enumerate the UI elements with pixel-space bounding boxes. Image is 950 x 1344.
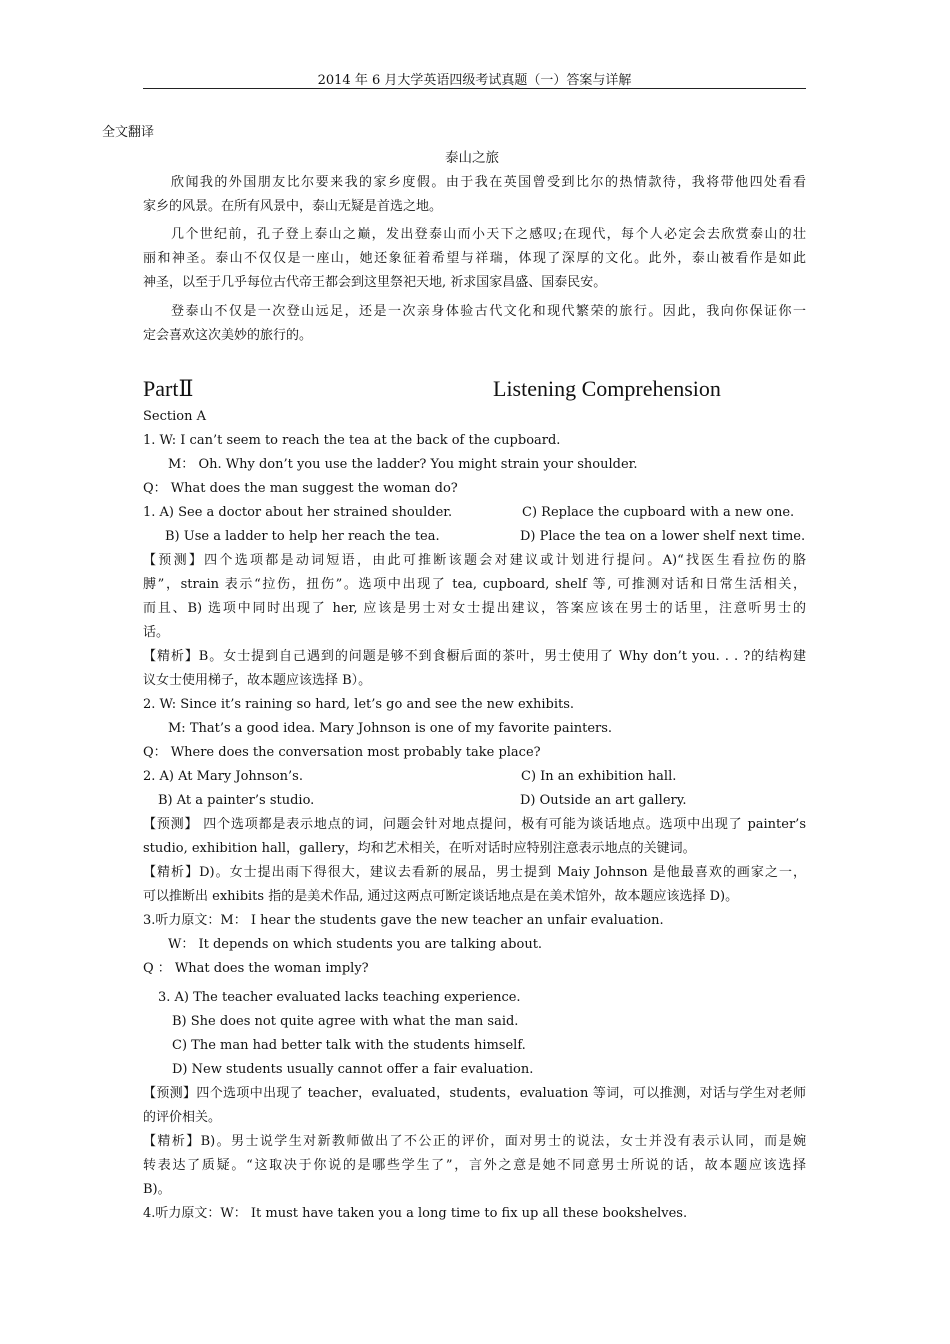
translation-p2-line: 神圣，以至于几乎每位古代帝王都会到这里祭祀天地, 祈求国家昌盛、国泰民安。 (143, 275, 607, 290)
q3-analysis-line: 【精析】B)。男士说学生对新教师做出了不公正的评价，面对男士的说法，女士并没有表示认同，而是婉 (143, 1134, 806, 1149)
q2-woman-line: 2. W: Since it’s raining so hard, let’s go and see the new exhibits. (143, 697, 575, 712)
header-divider (143, 88, 806, 89)
q1-question: Q： What does the man suggest the woman do? (143, 481, 458, 496)
q1-option-b: B) Use a ladder to help her reach the tea. (165, 529, 440, 544)
q2-option-c: C) In an exhibition hall. (521, 769, 677, 784)
q2-prediction-line: studio, exhibition hall，gallery，均和艺术相关，在听对话时应特别注意表示地点的关键词。 (143, 841, 696, 856)
q1-prediction-line: 话。 (143, 625, 170, 640)
translation-p3-line: 登泰山不仅是一次登山远足，还是一次亲身体验古代文化和现代繁荣的旅行。因此，我向你保证你一 (171, 304, 806, 319)
q1-option-c: C) Replace the cupboard with a new one. (522, 505, 795, 520)
q1-prediction-line: 膊”，strain 表示“拉伤，扭伤”。选项中出现了 tea, cupboard, shelf 等, 可推测对话和日常生活相关， (143, 577, 806, 592)
q3-option-c: C) The man had better talk with the students himself. (172, 1038, 526, 1053)
q1-analysis-line: 议女士使用梯子，故本题应该选择 B）。 (143, 673, 372, 688)
q3-prediction-line: 【预测】四个选项中出现了 teacher，evaluated，students，evaluation 等词，可以推测，对话与学生对老师 (143, 1086, 806, 1101)
q1-analysis-line: 【精析】B。女士提到自己遇到的问题是够不到食橱后面的茶叶，男士使用了 Why don’t you. . . ?的结构建 (143, 649, 806, 664)
translation-p1-line: 家乡的风景。在所有风景中，泰山无疑是首选之地。 (143, 199, 443, 214)
part-title: Listening Comprehension (493, 376, 721, 401)
q1-option-d: D) Place the tea on a lower shelf next time. (520, 529, 806, 544)
q2-prediction-line: 【预测】 四个选项都是表示地点的词，问题会针对地点提问，极有可能为谈话地点。选项中出现了 painter’s (143, 817, 806, 832)
q1-woman-line: 1. W: I can’t seem to reach the tea at the back of the cupboard. (143, 433, 561, 448)
q3-question: Q ： What does the woman imply? (143, 961, 369, 976)
q1-option-a: 1. A) See a doctor about her strained shoulder. (143, 505, 453, 520)
translation-p3-line: 定会喜欢这次美妙的旅行的。 (143, 328, 313, 343)
translation-p1-line: 欣闻我的外国朋友比尔要来我的家乡度假。由于我在英国曾受到比尔的热情款待，我将带他四处看看 (171, 175, 806, 190)
translation-p2-line: 丽和神圣。泰山不仅仅是一座山，她还象征着希望与祥瑞，体现了深厚的文化。此外，泰山被看作是如此 (143, 251, 806, 266)
translation-title: 泰山之旅 (445, 150, 499, 166)
q1-prediction-line: 而且、B) 选项中同时出现了 her, 应该是男士对女士提出建议，答案应该在男士的话里，注意听男士的 (143, 601, 806, 616)
q3-option-d: D) New students usually cannot offer a fair evaluation. (172, 1062, 534, 1077)
q3-woman-line: W： It depends on which students you are talking about. (168, 937, 543, 952)
q4-woman-line: 4.听力原文：W： It must have taken you a long time to fix up all these bookshelves. (143, 1206, 688, 1221)
q3-analysis-line: B)。 (143, 1182, 171, 1197)
translation-p2-line: 几个世纪前，孔子登上泰山之巅，发出登泰山而小天下之感叹;在现代，每个人必定会去欣赏泰山的壮 (171, 227, 806, 242)
q2-option-d: D) Outside an art gallery. (520, 793, 687, 808)
q2-man-line: M: That’s a good idea. Mary Johnson is one of my favorite painters. (168, 721, 613, 736)
part-label: PartⅡ (143, 376, 194, 401)
q2-option-b: B) At a painter’s studio. (158, 793, 315, 808)
q3-option-a: 3. A) The teacher evaluated lacks teaching experience. (158, 990, 521, 1005)
page-header: 2014 年 6 月大学英语四级考试真题（一）答案与详解 (317, 73, 632, 88)
translation-heading: 全文翻译 (102, 125, 155, 140)
q2-analysis-line: 【精析】D)。女士提出雨下得很大，建议去看新的展品，男士提到 Maiy Johnson 是他最喜欢的画家之一， (143, 865, 806, 880)
q1-man-line: M： Oh. Why don’t you use the ladder? You might strain your shoulder. (168, 457, 638, 472)
q3-analysis-line: 转表达了质疑。“这取决于你说的是哪些学生了”，言外之意是她不同意男士所说的话，故本题应该选择 (143, 1158, 806, 1173)
q1-prediction-line: 【预测】四个选项都是动词短语，由此可推断该题会对建议或计划进行提问。A)“找医生看拉伤的胳 (143, 553, 806, 568)
section-label: Section A (143, 409, 206, 424)
q2-question: Q： Where does the conversation most probably take place? (143, 745, 541, 760)
q2-analysis-line: 可以推断出 exhibits 指的是美术作品, 通过这两点可断定谈话地点是在美术馆外，故本题应该选择 D)。 (143, 889, 739, 904)
q3-option-b: B) She does not quite agree with what the man said. (172, 1014, 519, 1029)
q2-option-a: 2. A) At Mary Johnson’s. (143, 769, 303, 784)
q3-prediction-line: 的评价相关。 (143, 1110, 222, 1125)
q3-man-line: 3.听力原文：M： I hear the students gave the new teacher an unfair evaluation. (143, 913, 664, 928)
